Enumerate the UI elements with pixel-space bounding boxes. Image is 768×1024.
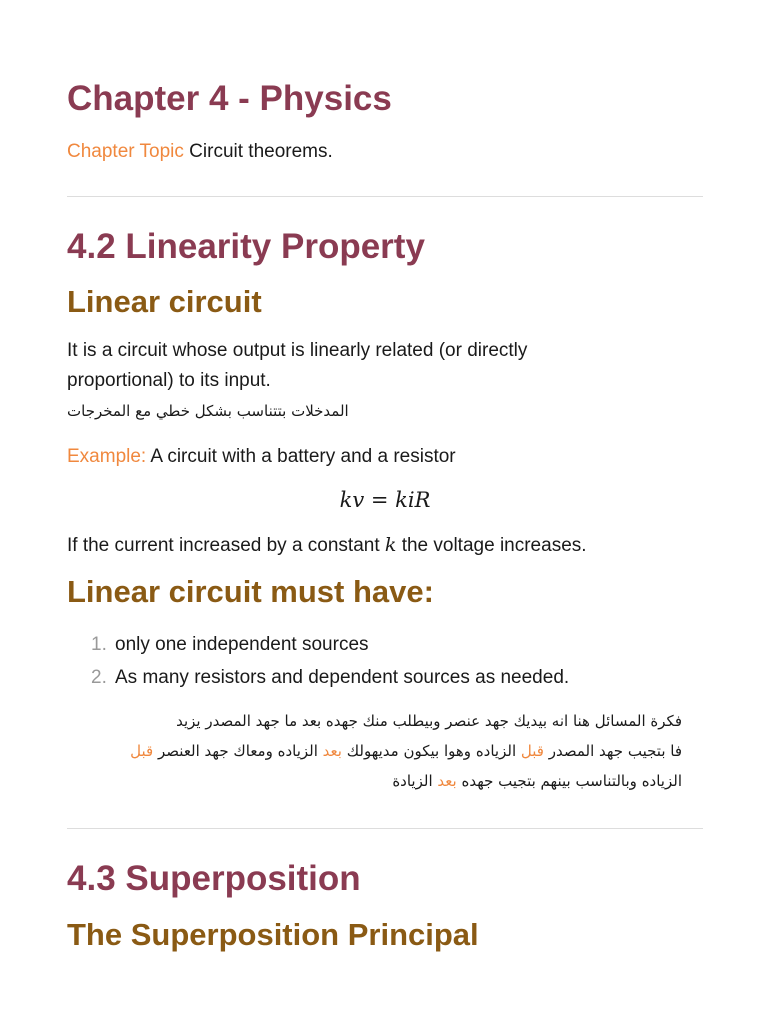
subsection-title-linear-circuit: Linear circuit: [67, 284, 262, 319]
must-have-list: [67, 628, 697, 694]
example-label: Example:: [67, 446, 147, 467]
chapter-topic-text: Circuit theorems.: [183, 141, 333, 162]
arabic-highlight-after: بعد: [437, 772, 457, 790]
current-statement: [67, 530, 697, 561]
arabic-explanation-paragraph: [67, 706, 682, 796]
arabic-line-1: فكرة المسائل هنا انه بيديك جهد عنصر وبيطلب منك جهده بعد ما جهد المصدر يزيد: [176, 712, 682, 730]
list-item-number: 1.: [91, 634, 107, 655]
chapter-topic-label: Chapter Topic: [67, 141, 184, 162]
chapter-topic-line: [67, 140, 333, 164]
arabic-highlight-before: قبل: [130, 742, 154, 760]
definition-line-1: It is a circuit whose output is linearly related (or directly: [67, 340, 528, 361]
section-title-linearity: 4.2 Linearity Property: [67, 227, 425, 266]
section-divider: [67, 196, 703, 197]
definition-paragraph: [67, 336, 697, 396]
subsection-title-superposition-principal: The Superposition Principal: [67, 917, 479, 952]
example-text: A circuit with a battery and a resistor: [146, 446, 456, 467]
arabic-line-2-part-c: الزياده ومعاك جهد العنصر: [153, 742, 323, 760]
current-variable: k: [384, 534, 397, 556]
arabic-highlight-before: قبل: [520, 742, 544, 760]
section-divider: [67, 828, 703, 829]
example-line: [67, 442, 697, 472]
arabic-line-2-part-a: فا بتجيب جهد المصدر: [543, 742, 682, 760]
arabic-line-3-part-a: الزياده وبالتناسب بينهم بتجيب جهده: [456, 772, 682, 790]
arabic-line-2-part-b: الزياده وهوا بيكون مديهولك: [341, 742, 521, 760]
definition-line-2: proportional) to its input.: [67, 370, 271, 391]
list-item-text: As many resistors and dependent sources as needed.: [115, 667, 570, 688]
list-item: [67, 661, 697, 694]
list-item-number: 2.: [91, 667, 107, 688]
subsection-title-must-have: Linear circuit must have:: [67, 574, 434, 609]
arabic-line-3-part-b: الزيادة: [392, 772, 438, 790]
chapter-title: Chapter 4 - Physics: [67, 79, 392, 118]
list-item-text: only one independent sources: [115, 634, 369, 655]
list-item: [67, 628, 697, 661]
section-title-superposition: 4.3 Superposition: [67, 859, 361, 898]
current-text-before: If the current increased by a constant: [67, 535, 385, 556]
current-text-after: the voltage increases.: [396, 535, 587, 556]
arabic-highlight-after: بعد: [322, 742, 342, 760]
arabic-note: المدخلات بتتناسب بشكل خطي مع المخرجات: [67, 402, 349, 420]
equation: kv = kiR: [339, 488, 431, 512]
